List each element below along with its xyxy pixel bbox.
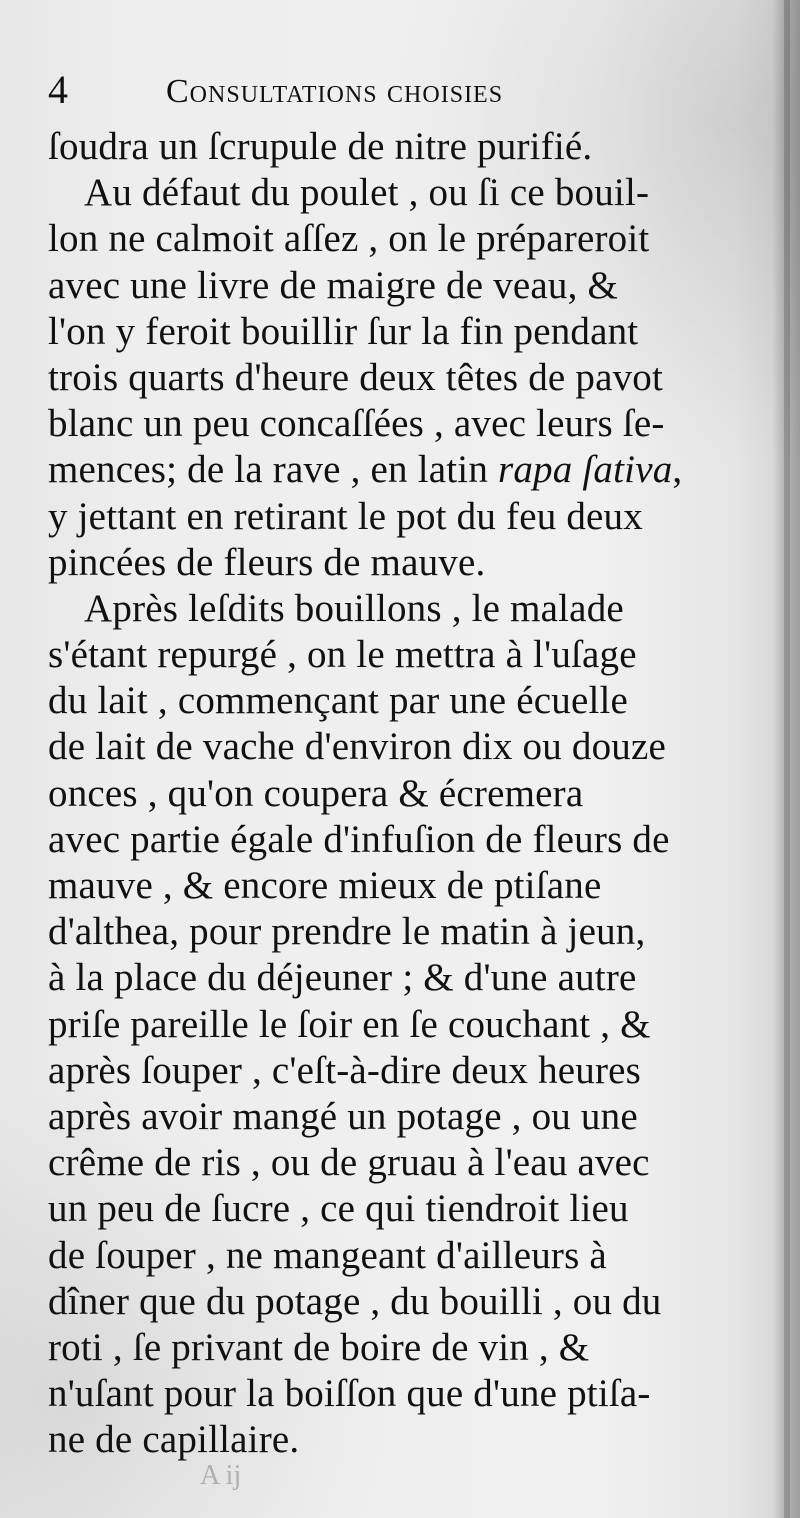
text-line: l'on y feroit bouillir ſur la fin pendant bbox=[48, 309, 639, 353]
text-line: onces , qu'on coupera & écremera bbox=[48, 771, 584, 815]
body-text bbox=[48, 124, 720, 1463]
text-line: ſoudra un ſcrupule de nitre purifié. bbox=[48, 125, 593, 168]
text-line: crême de ris , ou de gruau à l'eau avec bbox=[48, 1141, 650, 1185]
text-line: n'uſant pour la boiſſon que d'une ptiſa- bbox=[48, 1372, 651, 1416]
text-line: un peu de ſucre , ce qui tiendroit lieu bbox=[48, 1187, 629, 1231]
text-line: d'althea, pour prendre le matin à jeun, bbox=[48, 910, 646, 954]
text-line: de lait de vache d'environ dix ou douze bbox=[48, 725, 667, 769]
text-line: roti , ſe privant de boire de vin , & bbox=[48, 1325, 590, 1369]
text-line: pincées de fleurs de mauve. bbox=[48, 540, 486, 584]
text-line: Au défaut du poulet , ou ſi ce bouil- bbox=[84, 171, 650, 215]
text-line-with-italic bbox=[48, 447, 720, 493]
binding-shadow bbox=[784, 0, 790, 1518]
text-line: blanc un peu concaſſées , avec leurs ſe- bbox=[48, 402, 665, 446]
page-header bbox=[48, 67, 768, 126]
text-line-prefix: mences; de la rave , en latin bbox=[48, 448, 498, 492]
running-title: Consultations choisies bbox=[166, 73, 504, 110]
text-line: lon ne calmoit aſſez , on le prépareroit bbox=[48, 217, 650, 261]
text-line: trois quarts d'heure deux têtes de pavot bbox=[48, 355, 664, 399]
latin-phrase: rapa ſativa bbox=[497, 448, 673, 492]
text-line: de ſouper , ne mangeant d'ailleurs à bbox=[48, 1233, 607, 1277]
text-line: avec une livre de maigre de veau, & bbox=[48, 263, 619, 307]
text-line: y jettant en retirant le pot du feu deux bbox=[48, 494, 643, 538]
text-line: du lait , commençant par une écuelle bbox=[48, 679, 629, 723]
text-line: après ſouper , c'eſt-à-dire deux heures bbox=[48, 1048, 642, 1092]
page-number: 4 bbox=[48, 67, 68, 112]
footer-signature: A ij bbox=[200, 1460, 242, 1491]
text-line: avec partie égale d'infuſion de fleurs de bbox=[48, 817, 670, 861]
text-line: dîner que du potage , du bouilli , ou du bbox=[48, 1279, 662, 1323]
text-line-suffix: , bbox=[672, 448, 683, 492]
text-line: mauve , & encore mieux de ptiſane bbox=[48, 864, 602, 907]
text-line: priſe pareille le ſoir en ſe couchant , & bbox=[48, 1002, 651, 1046]
text-line: Après leſdits bouillons , le malade bbox=[84, 586, 624, 630]
text-line: après avoir mangé un potage , ou une bbox=[48, 1094, 638, 1138]
text-line: à la place du déjeuner ; & d'une autre bbox=[48, 956, 637, 1000]
text-line: s'étant repurgé , on le mettra à l'uſage bbox=[48, 633, 637, 677]
text-line: ne de capillaire. bbox=[48, 1418, 300, 1462]
